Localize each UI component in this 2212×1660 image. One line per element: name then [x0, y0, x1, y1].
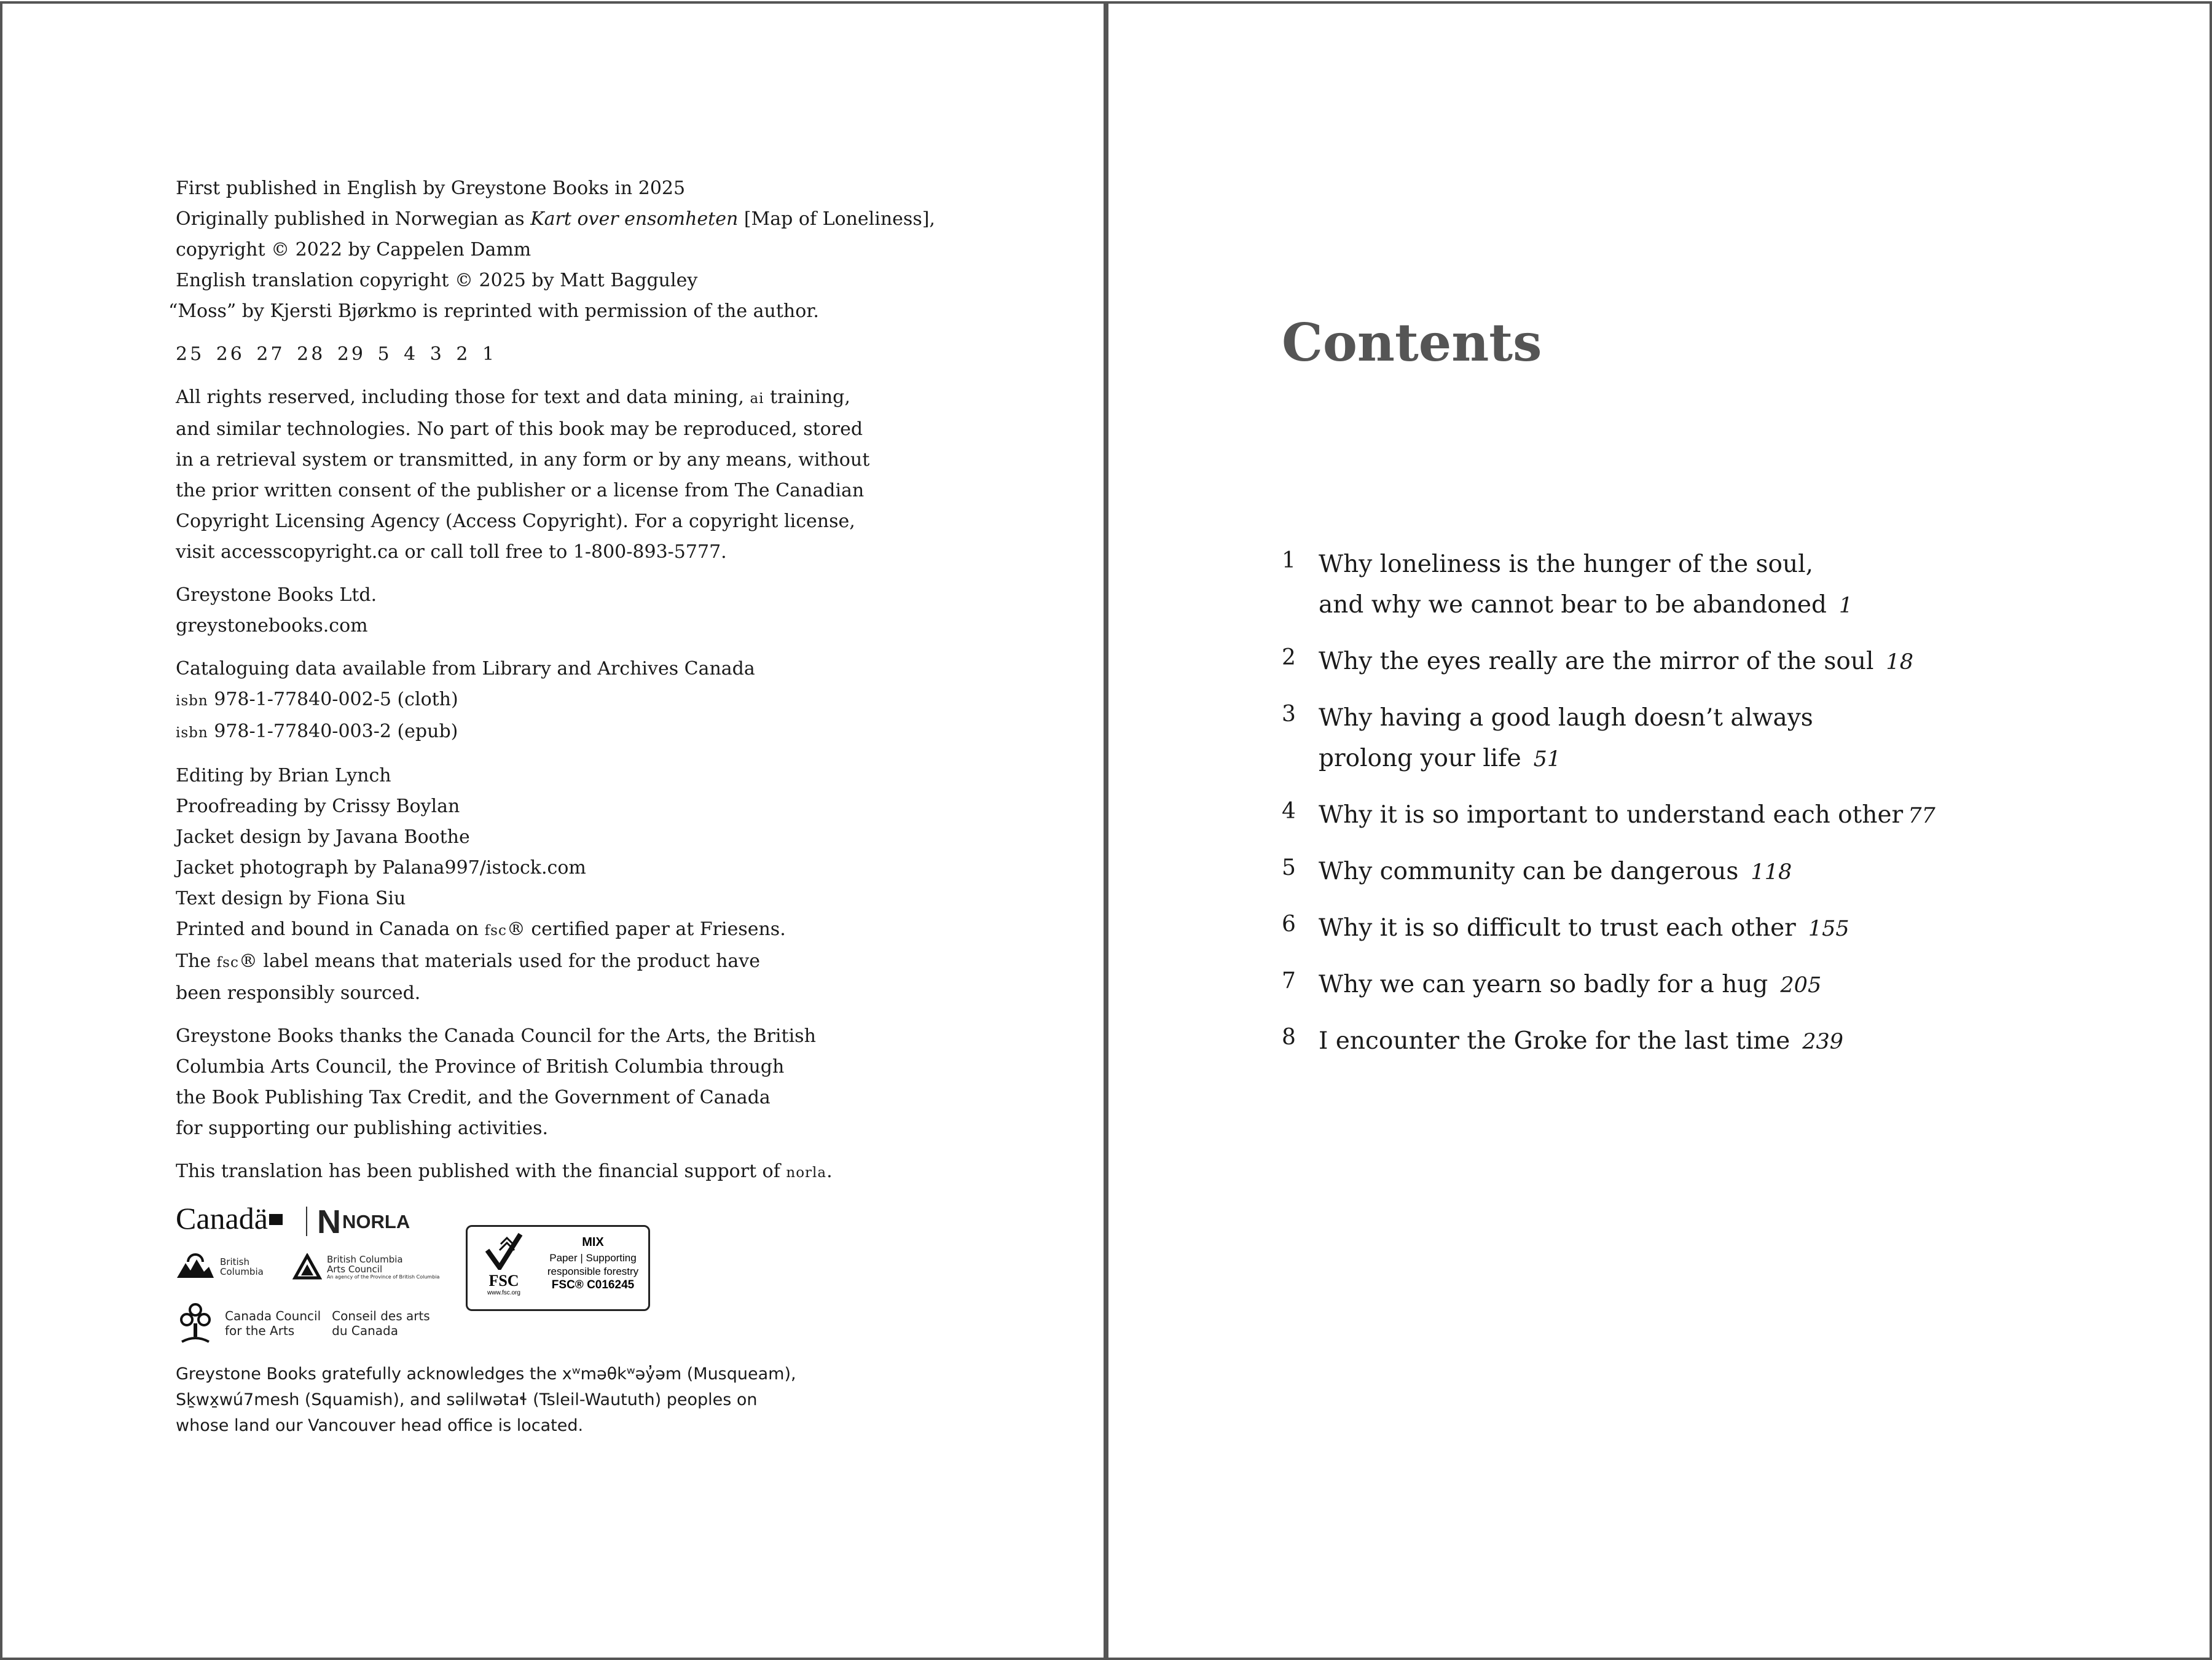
canada-flag-icon	[269, 1214, 283, 1225]
fsc-tree-icon: FSC www.fsc.org	[476, 1232, 531, 1298]
printed-line-1: Printed and bound in Canada on fsc® certified paper at Friesens.	[176, 918, 786, 940]
ack-line-3: whose land our Vancouver head office is located.	[176, 1416, 584, 1435]
publisher-name: Greystone Books Ltd.	[176, 584, 377, 606]
toc-page-number: 51	[1533, 747, 1561, 772]
copyright-translation: English translation copyright © 2025 by Matt Bagguley	[176, 270, 698, 291]
canada-wordmark-logo: Canadä	[176, 1200, 283, 1236]
toc-page-number: 205	[1780, 973, 1822, 998]
toc-number: 1	[1282, 548, 1296, 573]
rights-line-2: and similar technologies. No part of this book may be reproduced, stored	[176, 418, 863, 440]
toc-title-line: Why it is so important to understand each other 77	[1319, 801, 1936, 829]
page-title: Contents	[1282, 312, 1542, 373]
toc-title-line: Why community can be dangerous 118	[1319, 858, 1792, 885]
toc-page-number: 18	[1886, 650, 1913, 675]
ack-line-2: Sḵwx̱wú7mesh (Squamish), and səlilwətaɬ (Tsleil-Waututh) peoples on	[176, 1390, 758, 1409]
toc-title-line: I encounter the Groke for the last time 239	[1319, 1027, 1844, 1055]
toc-page-number: 77	[1908, 804, 1936, 828]
rights-line-6: visit accesscopyright.ca or call toll free to 1-800-893-5777.	[176, 541, 727, 563]
rights-line-1: All rights reserved, including those for text and data mining, ai training,	[176, 386, 850, 408]
printed-line-3: been responsibly sourced.	[176, 982, 421, 1004]
thanks-line-1: Greystone Books thanks the Canada Council for the Arts, the British	[176, 1025, 816, 1047]
toc-title-line: Why we can yearn so badly for a hug 205	[1319, 971, 1822, 998]
norla-logo: N NORLA	[317, 1204, 410, 1240]
toc-page-number: 1	[1838, 593, 1853, 618]
print-line: 25 26 27 28 29 5 4 3 2 1	[176, 343, 497, 365]
toc-page-number: 155	[1808, 917, 1849, 941]
credit-jacket-photo: Jacket photograph by Palana997/istock.com	[176, 857, 586, 879]
credit-proofreading: Proofreading by Crissy Boylan	[176, 796, 460, 817]
logo-divider	[306, 1207, 307, 1236]
thanks-line-2: Columbia Arts Council, the Province of British Columbia through	[176, 1056, 785, 1078]
bc-sun-mountain-icon	[176, 1253, 215, 1280]
toc-number: 7	[1282, 968, 1296, 993]
cataloguing-line: Cataloguing data available from Library and Archives Canada	[176, 658, 755, 679]
isbn-cloth: isbn 978-1-77840-002-5 (cloth)	[176, 689, 458, 710]
land-acknowledgement	[176, 1361, 913, 1439]
credit-editing: Editing by Brian Lynch	[176, 765, 391, 786]
toc-number: 8	[1282, 1025, 1296, 1050]
toc-number: 6	[1282, 912, 1296, 937]
toc-number: 2	[1282, 645, 1296, 670]
toc-title-line: Why it is so difficult to trust each other 155	[1319, 914, 1849, 942]
funder-logos	[176, 1200, 667, 1348]
toc-number: 3	[1282, 702, 1296, 727]
toc-title-line: Why loneliness is the hunger of the soul,	[1319, 550, 1814, 578]
toc-title-line: prolong your life 51	[1319, 745, 1561, 772]
publisher-url: greystonebooks.com	[176, 615, 368, 636]
bc-arts-council-logo: British Columbia Arts Council An agency of the Province of British Columbia	[292, 1253, 439, 1282]
copyright-text	[168, 173, 975, 1188]
toc-title-line: and why we cannot bear to be abandoned 1	[1319, 591, 1853, 619]
originally-published: Originally published in Norwegian as Kart over ensomheten [Map of Loneliness],	[176, 208, 935, 230]
copyright-original: copyright © 2022 by Cappelen Damm	[176, 239, 531, 260]
canada-council-tree-icon	[176, 1301, 215, 1345]
translation-support: This translation has been published with the financial support of norla.	[176, 1161, 833, 1182]
thanks-line-4: for supporting our publishing activities.	[176, 1118, 549, 1139]
ack-line-1: Greystone Books gratefully acknowledges the xʷməθkʷəy̓əm (Musqueam),	[176, 1364, 796, 1384]
rights-line-4: the prior written consent of the publisher or a license from The Canadian	[176, 480, 865, 501]
toc-page-number: 239	[1802, 1030, 1844, 1054]
contents-page	[1106, 1, 2212, 1660]
toc-title-line: Why having a good laugh doesn’t always	[1319, 704, 1813, 732]
canada-council-logo: Canada Council for the Arts Conseil des arts du Canada	[176, 1301, 430, 1345]
toc-number: 4	[1282, 799, 1296, 824]
thanks-line-3: the Book Publishing Tax Credit, and the Government of Canada	[176, 1087, 771, 1108]
norla-n-icon: N	[317, 1204, 340, 1240]
moss-permission: “Moss” by Kjersti Bjørkmo is reprinted with permission of the author.	[168, 300, 819, 322]
copyright-page	[0, 1, 1106, 1660]
isbn-epub: isbn 978-1-77840-003-2 (epub)	[176, 721, 458, 742]
rights-line-5: Copyright Licensing Agency (Access Copyright). For a copyright license,	[176, 511, 855, 532]
toc-number: 5	[1282, 855, 1296, 880]
rights-line-3: in a retrieval system or transmitted, in any form or by any means, without	[176, 449, 870, 471]
credit-jacket-design: Jacket design by Javana Boothe	[176, 826, 470, 848]
printed-line-2: The fsc® label means that materials used for the product have	[176, 950, 760, 972]
credit-text-design: Text design by Fiona Siu	[176, 888, 406, 909]
toc-title-line: Why the eyes really are the mirror of the soul 18	[1319, 648, 1913, 675]
first-published: First published in English by Greystone Books in 2025	[176, 178, 686, 199]
toc-page-number: 118	[1751, 860, 1792, 885]
british-columbia-logo: British Columbia	[176, 1253, 264, 1280]
bcac-triangle-icon	[292, 1253, 322, 1282]
fsc-label-logo: FSC www.fsc.org MIX Paper | Supporting responsible forestry FSC® C016245	[466, 1225, 650, 1311]
